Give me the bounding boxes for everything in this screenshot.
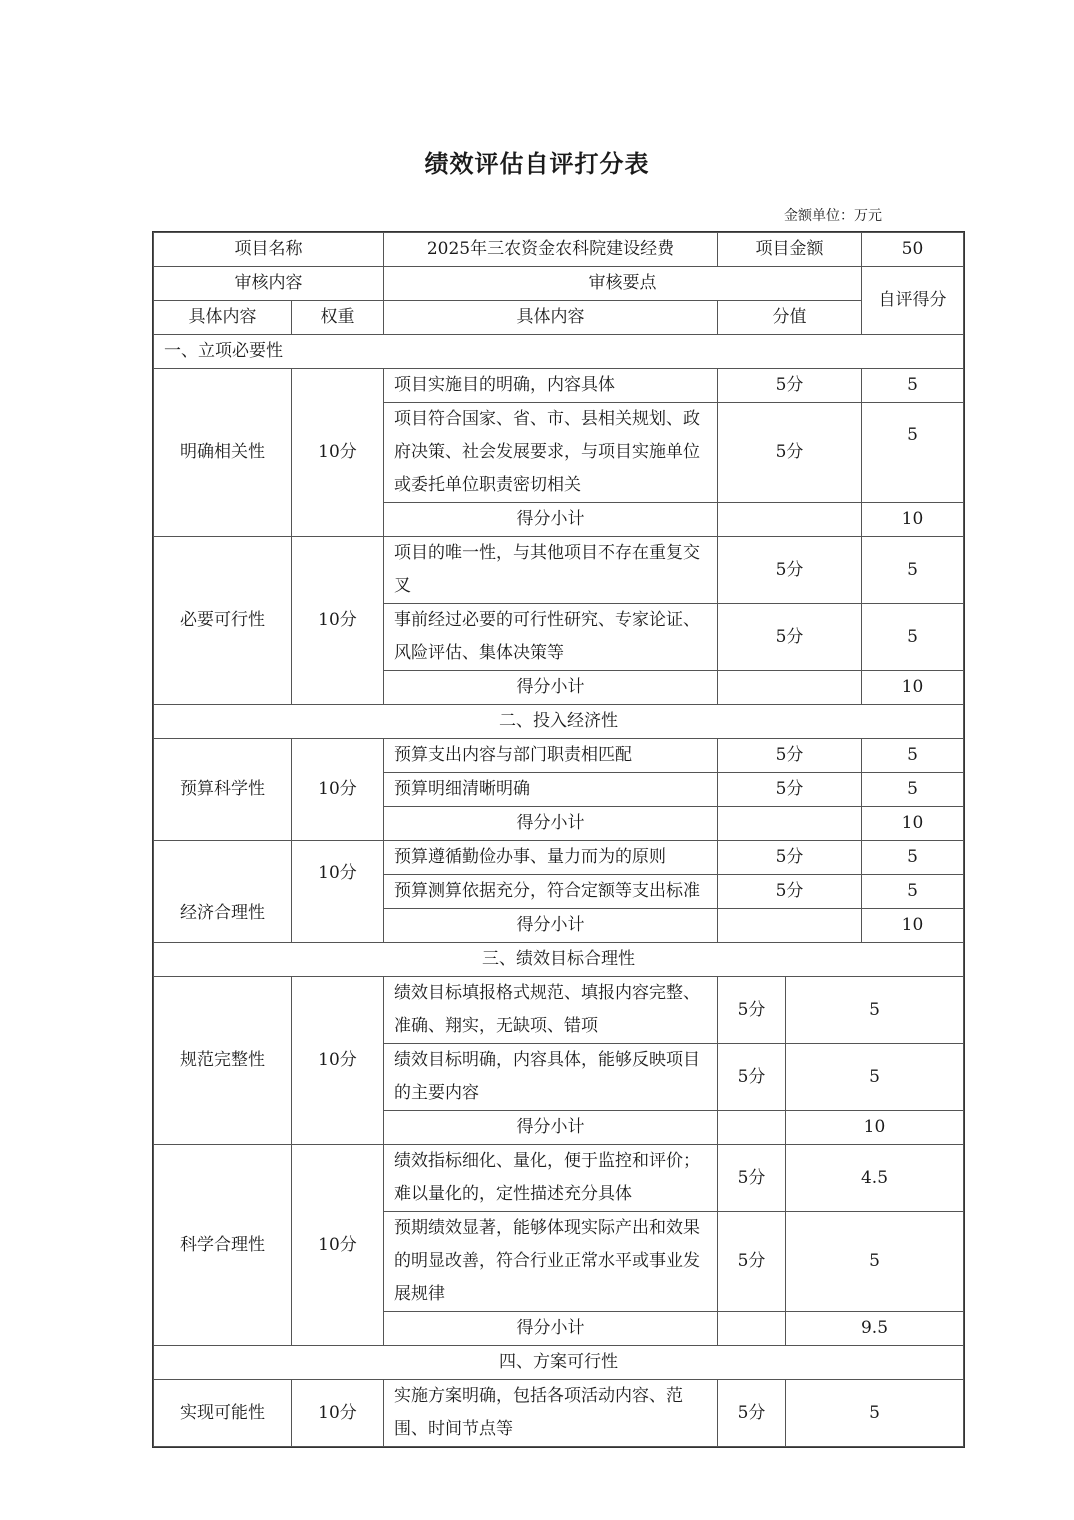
detail-header: 具体内容 [154, 301, 292, 335]
group-name: 科学合理性 [154, 1145, 292, 1346]
project-name-label: 项目名称 [154, 233, 384, 267]
group-weight: 10分 [292, 739, 384, 841]
item-score: 5 [862, 773, 964, 807]
subtotal-label: 得分小计 [384, 671, 718, 705]
subtotal-label: 得分小计 [384, 909, 718, 943]
subtotal-empty [718, 1111, 786, 1145]
item-score: 5 [862, 841, 964, 875]
item-text: 预算遵循勤俭办事、量力而为的原则 [384, 841, 718, 875]
item-score: 5 [862, 604, 964, 671]
item-row [154, 1145, 964, 1212]
group-weight: 10分 [292, 1145, 384, 1346]
item-row [154, 537, 964, 604]
project-amount-value: 50 [862, 233, 964, 267]
project-name-value: 2025年三农资金农科院建设经费 [384, 233, 718, 267]
group-weight: 10分 [292, 841, 384, 943]
item-row [154, 977, 964, 1044]
item-score: 5 [862, 537, 964, 604]
item-value: 5分 [718, 977, 786, 1044]
item-row [154, 739, 964, 773]
item-text: 项目符合国家、省、市、县相关规划、政府决策、社会发展要求，与项目实施单位或委托单位职责密切相关 [384, 403, 718, 503]
amount-unit-label: 金额单位：万元 [784, 208, 882, 224]
group-weight: 10分 [292, 977, 384, 1145]
item-text: 项目实施目的明确，内容具体 [384, 369, 718, 403]
section-title: 一、立项必要性 [154, 335, 964, 369]
group-weight: 10分 [292, 537, 384, 705]
subtotal-empty [718, 1312, 786, 1346]
subtotal-empty [718, 503, 862, 537]
weight-header: 权重 [292, 301, 384, 335]
item-score: 5 [786, 1044, 964, 1111]
section-title: 四、方案可行性 [154, 1346, 964, 1380]
item-text: 绩效目标填报格式规范、填报内容完整、准确、翔实，无缺项、错项 [384, 977, 718, 1044]
subtotal-label: 得分小计 [384, 1111, 718, 1145]
subtotal-empty [718, 807, 862, 841]
group-name: 规范完整性 [154, 977, 292, 1145]
item-row [154, 369, 964, 403]
item-score: 5 [862, 739, 964, 773]
subtotal-score: 10 [862, 807, 964, 841]
subheader-row [154, 301, 964, 335]
group-weight: 10分 [292, 369, 384, 537]
item-score: 5 [786, 1212, 964, 1312]
group-name: 经济合理性 [154, 841, 292, 943]
subtotal-score: 9.5 [786, 1312, 964, 1346]
item-value: 5分 [718, 403, 862, 503]
item-score: 5 [862, 369, 964, 403]
item-score: 5 [862, 403, 964, 503]
item-text: 绩效指标细化、量化，便于监控和评价；难以量化的，定性描述充分具体 [384, 1145, 718, 1212]
item-value: 5分 [718, 604, 862, 671]
item-row [154, 841, 964, 875]
item-row [154, 1380, 964, 1447]
review-points-header: 审核要点 [384, 267, 862, 301]
section-title: 三、绩效目标合理性 [154, 943, 964, 977]
project-info-row [154, 233, 964, 267]
item-score: 5 [786, 1380, 964, 1447]
subtotal-score: 10 [862, 671, 964, 705]
item-text: 事前经过必要的可行性研究、专家论证、风险评估、集体决策等 [384, 604, 718, 671]
group-weight: 10分 [292, 1380, 384, 1447]
section-row [154, 943, 964, 977]
item-value: 5分 [718, 875, 862, 909]
subtotal-label: 得分小计 [384, 1312, 718, 1346]
section-row [154, 705, 964, 739]
item-value: 5分 [718, 1380, 786, 1447]
group-name: 必要可行性 [154, 537, 292, 705]
item-text: 绩效目标明确，内容具体，能够反映项目的主要内容 [384, 1044, 718, 1111]
subtotal-score: 10 [786, 1111, 964, 1145]
score-table [153, 232, 964, 1447]
section-row [154, 1346, 964, 1380]
group-name: 明确相关性 [154, 369, 292, 537]
group-name: 实现可能性 [154, 1380, 292, 1447]
item-text: 预期绩效显著，能够体现实际产出和效果的明显改善，符合行业正常水平或事业发展规律 [384, 1212, 718, 1312]
subtotal-score: 10 [862, 909, 964, 943]
section-title: 二、投入经济性 [154, 705, 964, 739]
review-content-header: 审核内容 [154, 267, 384, 301]
subtotal-label: 得分小计 [384, 503, 718, 537]
item-text: 实施方案明确，包括各项活动内容、范围、时间节点等 [384, 1380, 718, 1447]
item-score: 5 [786, 977, 964, 1044]
item-value: 5分 [718, 1212, 786, 1312]
subtotal-empty [718, 909, 862, 943]
item-value: 5分 [718, 369, 862, 403]
item-score: 5 [862, 875, 964, 909]
item-text: 预算明细清晰明确 [384, 773, 718, 807]
subtotal-label: 得分小计 [384, 807, 718, 841]
subtotal-score: 10 [862, 503, 964, 537]
subtotal-empty [718, 671, 862, 705]
score-table-frame [152, 231, 965, 1448]
section-row [154, 335, 964, 369]
item-value: 5分 [718, 1044, 786, 1111]
page-title: 绩效评估自评打分表 [424, 149, 650, 178]
item-value: 5分 [718, 841, 862, 875]
item-score: 4.5 [786, 1145, 964, 1212]
group-name: 预算科学性 [154, 739, 292, 841]
item-text: 项目的唯一性，与其他项目不存在重复交叉 [384, 537, 718, 604]
item-text: 预算支出内容与部门职责相匹配 [384, 739, 718, 773]
item-value: 5分 [718, 739, 862, 773]
header-row [154, 267, 964, 301]
item-text: 预算测算依据充分，符合定额等支出标准 [384, 875, 718, 909]
score-value-header: 分值 [718, 301, 862, 335]
detail-content-header: 具体内容 [384, 301, 718, 335]
item-value: 5分 [718, 537, 862, 604]
item-value: 5分 [718, 773, 862, 807]
project-amount-label: 项目金额 [718, 233, 862, 267]
self-score-header: 自评得分 [862, 267, 964, 335]
item-value: 5分 [718, 1145, 786, 1212]
